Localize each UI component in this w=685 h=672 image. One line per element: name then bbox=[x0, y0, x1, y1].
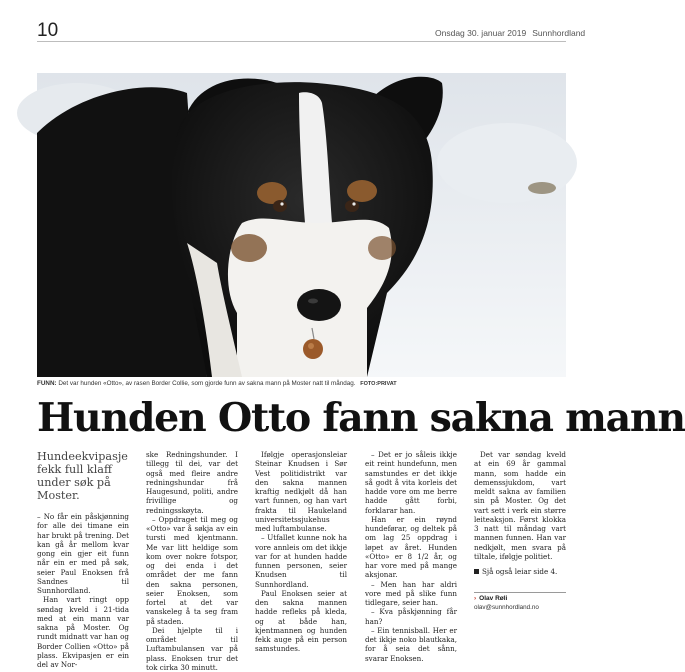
page-number: 10 bbox=[37, 20, 59, 41]
caption-label: FUNN: bbox=[37, 380, 57, 387]
paragraph: Han vart ringt opp søndag kveld i 21-tida med at ein mann var sakna på Moster. Og rundt midnatt var han og Border Collien «Otto» på plass. Ekvipasjen er ein del av Nor- bbox=[37, 595, 129, 669]
byline-rule bbox=[474, 592, 566, 593]
author-name: Olav Røli bbox=[479, 595, 508, 602]
article-column-4 bbox=[365, 450, 457, 663]
paragraph: – Men han har aldri vore med på slike funn tidlegare, seier han. bbox=[365, 579, 457, 607]
paragraph: – Kva påskjønning får han? bbox=[365, 607, 457, 626]
article-ingress: Hundeekvipasje fekk full klaff under søk på Moster. bbox=[37, 450, 128, 502]
article-column-2 bbox=[146, 450, 238, 672]
article-headline: Hunden Otto fann sakna mann bbox=[37, 395, 685, 441]
paragraph: Ifølgje operasjonsleiar Steinar Knudsen i Sør Vest politidistrikt var den sakna mannen kraftig nedkjølt då han vart funnen, og han vart frakta til Haukeland universitetssjukehus med luftambulanse. bbox=[255, 450, 347, 533]
dog-photo bbox=[37, 73, 566, 377]
paragraph: Han er ein røynd hundeførar, og deltek på om lag 25 oppdrag i løpet av året. Hunden «Otto» er 8 1/2 år, og har vore med på mange aksjonar. bbox=[365, 514, 457, 580]
article-column-1 bbox=[37, 450, 129, 669]
photo-caption bbox=[37, 380, 566, 387]
photo-credit: FOTO:PRIVAT bbox=[360, 381, 397, 387]
paragraph: Paul Enoksen seier at den sakna mannen hadde refleks på kleda, og at både han, kjentmannen og hunden fekk auge på ein person samstundes. bbox=[255, 588, 347, 654]
paragraph: – Ein tennisball. Her er det ikkje noko blautkaka, for å seia det sånn, svarar Enoksen. bbox=[365, 625, 457, 663]
cross-reference bbox=[474, 567, 566, 576]
paragraph: – Oppdraget til meg og «Otto» var å søkja av ein tursti med kjentmann. Me var litt heldige som kom over nokre fotspor, og dei enda i det området der me fann den sakna personen, seier Enoksen, som fortel at det var vanskeleg å ta seg fram på staden. bbox=[146, 514, 238, 626]
publication-name: Sunnhordland bbox=[532, 28, 586, 38]
paragraph: – Det er jo såleis ikkje eit reint hundefunn, men samstundes er det ikkje så godt å vita korleis det hadde vore om me berre hadde gått forbi, forklarar han. bbox=[365, 450, 457, 515]
byline bbox=[474, 595, 566, 611]
paragraph: ske Redningshunder. I tillegg til dei, var det også med fleire andre redningshundar frå Haugesund, politi, andre frivillige og redningsskøyta. bbox=[146, 450, 238, 515]
cross-reference-text: Sjå også leiar side 4. bbox=[482, 567, 558, 576]
author-name-row bbox=[474, 595, 566, 602]
article-column-5 bbox=[474, 450, 566, 576]
square-bullet-icon bbox=[474, 569, 479, 574]
header-rule bbox=[37, 41, 566, 42]
paragraph: – No får ein påskjønning for alle dei timane ein har brukt på trening. Det kan gå år mellom kvar gong ein gjer eit funn når ein er med på søk, seier Paul Enoksen frå Sandnes til Sunnhordland. bbox=[37, 512, 129, 595]
dateline bbox=[435, 28, 585, 38]
author-email[interactable]: olav@sunnhordland.no bbox=[474, 604, 539, 611]
caption-text: Det var hunden «Otto», av rasen Border Collie, som gjorde funn av sakna mann på Moster natt til måndag. bbox=[58, 380, 356, 387]
arrow-right-icon: › bbox=[474, 595, 477, 602]
border-collie-illustration bbox=[37, 73, 566, 377]
issue-date: Onsdag 30. januar 2019 bbox=[435, 28, 527, 38]
paragraph: Dei hjelpte til i området til Luftambulansen var på plass. Enoksen trur det tok cirka 30 minutt. bbox=[146, 625, 238, 672]
article-column-3 bbox=[255, 450, 347, 654]
paragraph: – Utfallet kunne nok ha vore annleis om det ikkje var for at hunden hadde funnen personen, seier Knudsen til Sunnhordland. bbox=[255, 533, 347, 589]
paragraph: Det var søndag kveld at ein 69 år gammal mann, som hadde ein demenssjukdom, vart meldt sakna av familien sin på Moster. Og det vart sett i verk ein større leiteaksjon. Først klokka 3 natt til måndag vart mannen funnen. Han var nedkjølt, men svara på tiltale, ifølgje politiet. bbox=[474, 450, 566, 561]
